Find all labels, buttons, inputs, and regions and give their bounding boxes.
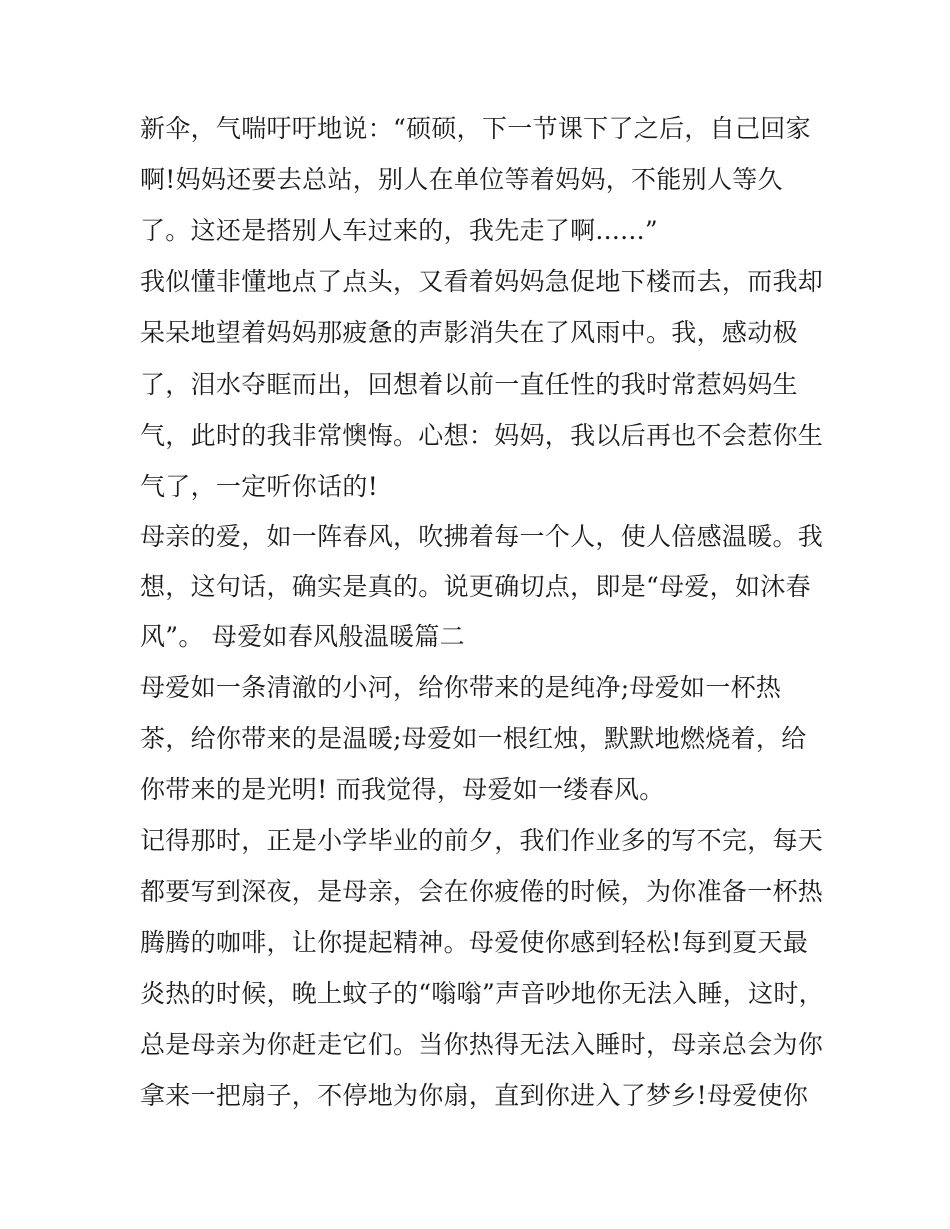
text-line: 你带来的是光明! 而我觉得，母爱如一缕春风。 xyxy=(140,775,665,804)
text-line: 母爱如一条清澈的小河，给你带来的是纯净;母爱如一杯热 xyxy=(140,673,782,702)
text-line: 炎热的时候，晚上蚊子的“嗡嗡”声音吵地你无法入睡，这时， xyxy=(140,979,824,1008)
text-line: 记得那时，正是小学毕业的前夕，我们作业多的写不完，每天 xyxy=(140,826,824,855)
text-line: 啊!妈妈还要去总站，别人在单位等着妈妈，不能别人等久 xyxy=(140,165,783,194)
text-line: 我似懂非懂地点了点头，又看着妈妈急促地下楼而去，而我却 xyxy=(140,267,824,296)
text-line: 了。这还是搭别人车过来的，我先走了啊......” xyxy=(140,216,658,245)
text-line: 茶，给你带来的是温暖;母爱如一根红烛，默默地燃烧着，给 xyxy=(140,724,807,753)
text-line: 都要写到深夜，是母亲，会在你疲倦的时候，为你准备一杯热 xyxy=(140,877,824,906)
text-line: 母亲的爱，如一阵春风，吹拂着每一个人，使人倍感温暖。我 xyxy=(140,522,824,551)
text-line: 新伞，气喘吁吁地说：“硕硕，下一节课下了之后，自己回家 xyxy=(140,114,811,143)
text-line: 想，这句话，确实是真的。说更确切点，即是“母爱，如沐春 xyxy=(140,572,811,601)
text-line: 拿来一把扇子，不停地为你扇，直到你进入了梦乡!母爱使你 xyxy=(140,1081,809,1110)
text-line: 气，此时的我非常懊悔。心想：妈妈，我以后再也不会惹你生 xyxy=(140,421,824,450)
text-line: 总是母亲为你赶走它们。当你热得无法入睡时，母亲总会为你 xyxy=(140,1030,824,1059)
text-line: 了，泪水夺眶而出，回想着以前一直任性的我时常惹妈妈生 xyxy=(140,370,798,399)
text-line: 腾腾的咖啡，让你提起精神。母爱使你感到轻松!每到夏天最 xyxy=(140,928,809,957)
text-line: 呆呆地望着妈妈那疲惫的声影消失在了风雨中。我，感动极 xyxy=(140,318,798,347)
text-line: 风”。 母爱如春风般温暖篇二 xyxy=(140,622,465,651)
text-line: 气了，一定听你话的! xyxy=(140,472,379,501)
